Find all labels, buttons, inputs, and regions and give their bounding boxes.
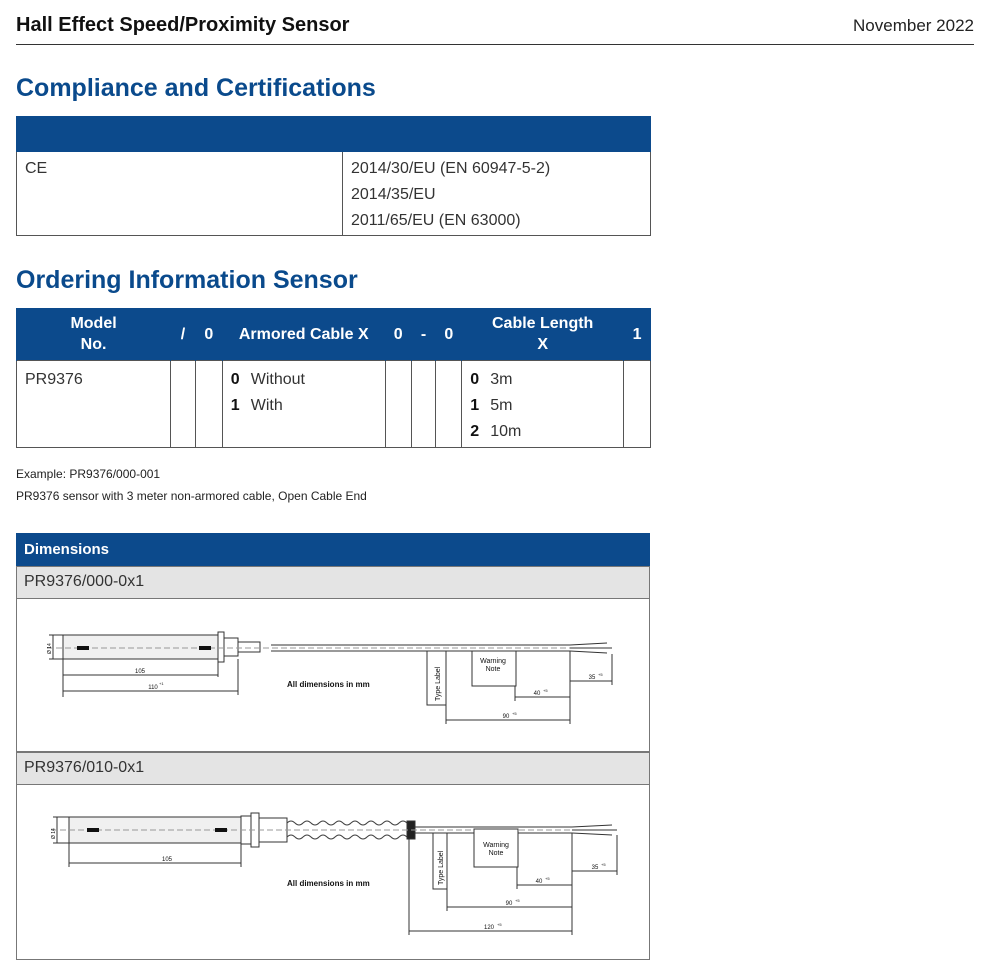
dim-40-tol: +5 — [545, 876, 550, 881]
dim-40: 40 — [533, 691, 541, 697]
dim-40-tol: +5 — [543, 688, 548, 693]
dim-120-tol: +5 — [497, 922, 502, 927]
ordering-heading: Ordering Information Sensor — [16, 266, 358, 294]
col-model — [17, 308, 171, 361]
col-cable-line1: Cable Length — [491, 315, 594, 332]
model-number: PR9376 — [25, 371, 83, 388]
compliance-label-cell — [17, 152, 343, 236]
dimensions-section — [16, 533, 650, 960]
col-model-line2: No. — [80, 336, 107, 353]
model-cell — [17, 361, 171, 448]
dim-90-tol: +5 — [512, 711, 517, 716]
drawing-1 — [16, 599, 650, 752]
col-cable-length — [462, 308, 624, 361]
dim-35-tol: +5 — [598, 672, 603, 677]
example-note — [16, 463, 367, 507]
dim-total-length: 110 — [148, 685, 158, 691]
dim-40: 40 — [535, 879, 543, 885]
empty-cell — [171, 361, 196, 448]
example-code: Example: PR9376/000-001 — [16, 467, 161, 481]
example-description: PR9376 sensor with 3 meter non-armored cable, Open Cable End — [16, 489, 367, 503]
col-armored-cable: Armored Cable X — [222, 308, 385, 361]
armored-option: 1 With — [230, 397, 283, 414]
empty-cell — [195, 361, 222, 448]
document-title: Hall Effect Speed/Proximity Sensor — [16, 14, 350, 36]
compliance-heading: Compliance and Certifications — [16, 74, 376, 102]
warning-text-2: Note — [485, 666, 501, 673]
cable-options-cell — [462, 361, 624, 448]
warning-text-1: Warning — [480, 658, 506, 665]
cable-option: 2 10m — [470, 423, 522, 440]
dim-120: 120 — [483, 925, 495, 931]
dim-90: 90 — [502, 714, 510, 720]
ordering-table — [16, 308, 651, 448]
compliance-value: 2014/30/EU (EN 60947-5-2) — [351, 160, 551, 177]
drawing-2-svg — [17, 785, 649, 959]
type-label-text: Type Label — [435, 666, 442, 701]
document-date: November 2022 — [853, 16, 974, 35]
warning-text-1: Warning — [483, 842, 509, 849]
dim-note: All dimensions in mm — [287, 680, 370, 689]
warning-text-2: Note — [488, 850, 504, 857]
col-zero-1: 0 — [195, 308, 222, 361]
drawing-2 — [16, 785, 650, 960]
empty-cell — [436, 361, 462, 448]
armored-option: 0 Without — [230, 371, 305, 388]
col-zero-2: 0 — [385, 308, 411, 361]
dim-diameter: Ø 14 — [47, 643, 53, 654]
col-cable-line2: X — [537, 336, 548, 353]
col-zero-3: 0 — [436, 308, 462, 361]
empty-cell — [411, 361, 436, 448]
dim-note: All dimensions in mm — [287, 879, 370, 888]
compliance-table — [16, 116, 651, 236]
dim-diameter: Ø 14 — [51, 828, 57, 839]
compliance-values-cell — [343, 152, 651, 236]
armored-options-cell — [222, 361, 385, 448]
compliance-table-header — [17, 117, 651, 152]
page-header — [16, 12, 974, 45]
empty-cell — [385, 361, 411, 448]
dimensions-header: Dimensions — [16, 533, 650, 566]
cable-option: 0 3m — [470, 371, 513, 388]
cable-option: 1 5m — [470, 397, 513, 414]
drawing-2-title: PR9376/010-0x1 — [16, 752, 650, 785]
col-one: 1 — [624, 308, 651, 361]
dim-total-tol: +1 — [159, 681, 164, 686]
compliance-value: 2014/35/EU — [351, 186, 436, 203]
compliance-label: CE — [25, 160, 48, 177]
col-slash: / — [171, 308, 196, 361]
col-dash: - — [411, 308, 436, 361]
dim-90-tol: +5 — [515, 898, 520, 903]
empty-cell — [624, 361, 651, 448]
dim-body-length: 105 — [161, 857, 173, 863]
dim-35: 35 — [591, 865, 599, 871]
dim-35: 35 — [588, 675, 596, 681]
col-model-line1: Model — [70, 315, 117, 332]
type-label-text: Type Label — [438, 850, 445, 885]
dim-35-tol: +5 — [601, 862, 606, 867]
dim-90: 90 — [505, 901, 513, 907]
compliance-value: 2011/65/EU (EN 63000) — [351, 212, 521, 229]
drawing-1-title: PR9376/000-0x1 — [16, 566, 650, 599]
drawing-1-svg — [17, 599, 649, 751]
dim-body-length: 105 — [134, 669, 146, 675]
